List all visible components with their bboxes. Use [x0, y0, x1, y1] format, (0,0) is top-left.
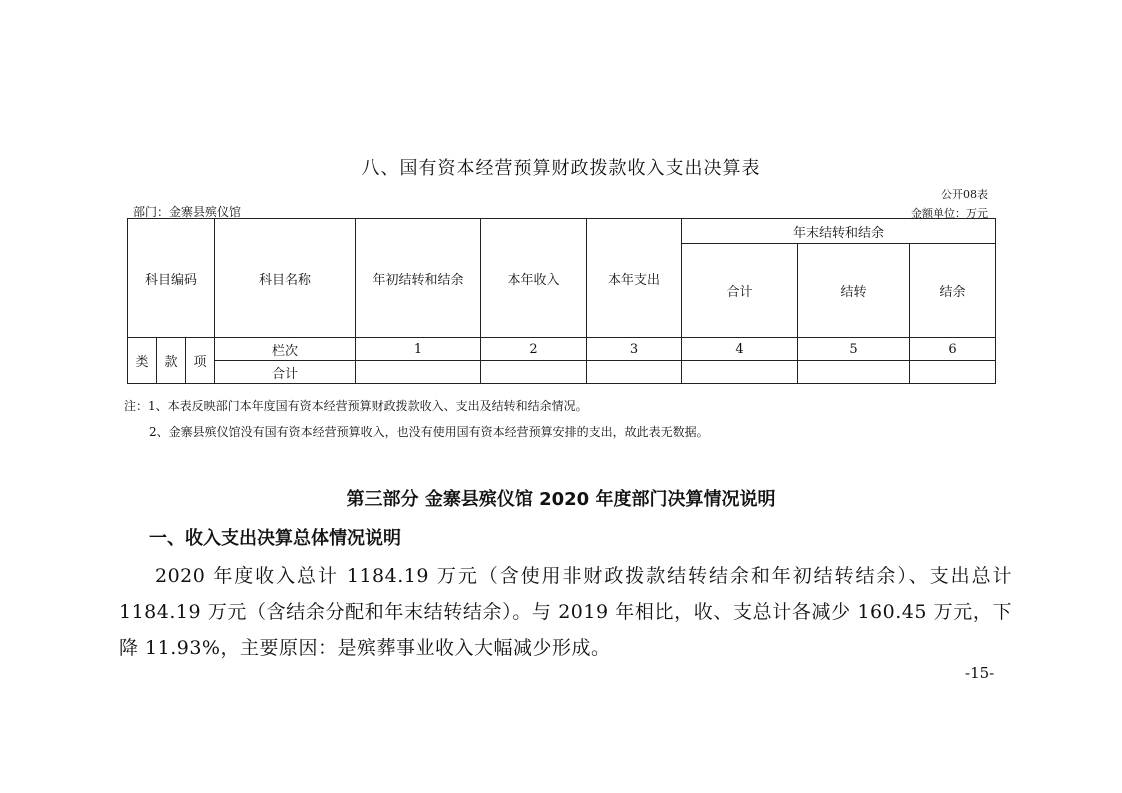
surplus-header: 结余	[910, 244, 996, 338]
form-number: 公开08表	[941, 188, 988, 201]
table-title: 八、国有资本经营预算财政拨款收入支出决算表	[361, 158, 761, 179]
column-number: 6	[910, 338, 996, 361]
item-label: 项	[186, 338, 215, 384]
table-cell	[682, 361, 798, 384]
table-cell	[587, 361, 682, 384]
total-row	[128, 361, 996, 384]
yearend-balance-header: 年末结转和结余	[682, 219, 996, 244]
column-number: 2	[481, 338, 587, 361]
class-label: 类	[128, 338, 157, 384]
table-cell	[910, 361, 996, 384]
table-note-1: 注：1、本表反映部门本年度国有资本经营预算财政拨款收入、支出及结转和结余情况。	[124, 399, 588, 413]
budget-table	[127, 218, 996, 384]
carryover-header: 结转	[798, 244, 910, 338]
expense-header: 本年支出	[587, 219, 682, 338]
yearend-total-header: 合计	[682, 244, 798, 338]
table-cell	[356, 361, 481, 384]
income-header: 本年收入	[481, 219, 587, 338]
amount-unit-label: 金额单位：万元	[911, 207, 988, 220]
column-number: 3	[587, 338, 682, 361]
summary-paragraph: 2020 年度收入总计 1184.19 万元（含使用非财政拨款结转结余和年初结转结余）、支出总计 1184.19 万元（含结余分配和年末结转结余）。与 2019 年相比，收、支总计各减少 160.45 万元，下降 11.93%，主要原因：是殡葬事业收入大幅减少形成。	[119, 565, 1012, 659]
department-label: 部门：金寨县殡仪馆	[133, 205, 242, 219]
opening-balance-header: 年初结转和结余	[356, 219, 481, 338]
column-number: 5	[798, 338, 910, 361]
column-number-row	[128, 338, 996, 361]
table-note-2: 2、金寨县殡仪馆没有国有资本经营预算收入，也没有使用国有资本经营预算安排的支出，故此表无数据。	[149, 425, 709, 439]
code-header: 科目编码	[128, 219, 215, 338]
header-row-1	[128, 219, 996, 244]
table-cell	[798, 361, 910, 384]
part-title: 第三部分 金寨县殡仪馆 2020 年度部门决算情况说明	[346, 489, 776, 510]
table-cell	[481, 361, 587, 384]
total-row-label: 合计	[215, 361, 356, 384]
section-heading: 一、收入支出决算总体情况说明	[149, 528, 401, 549]
page-number: -15-	[965, 664, 995, 682]
column-label: 栏次	[215, 338, 356, 361]
section-label: 款	[157, 338, 186, 384]
name-header: 科目名称	[215, 219, 356, 338]
column-number: 1	[356, 338, 481, 361]
column-number: 4	[682, 338, 798, 361]
